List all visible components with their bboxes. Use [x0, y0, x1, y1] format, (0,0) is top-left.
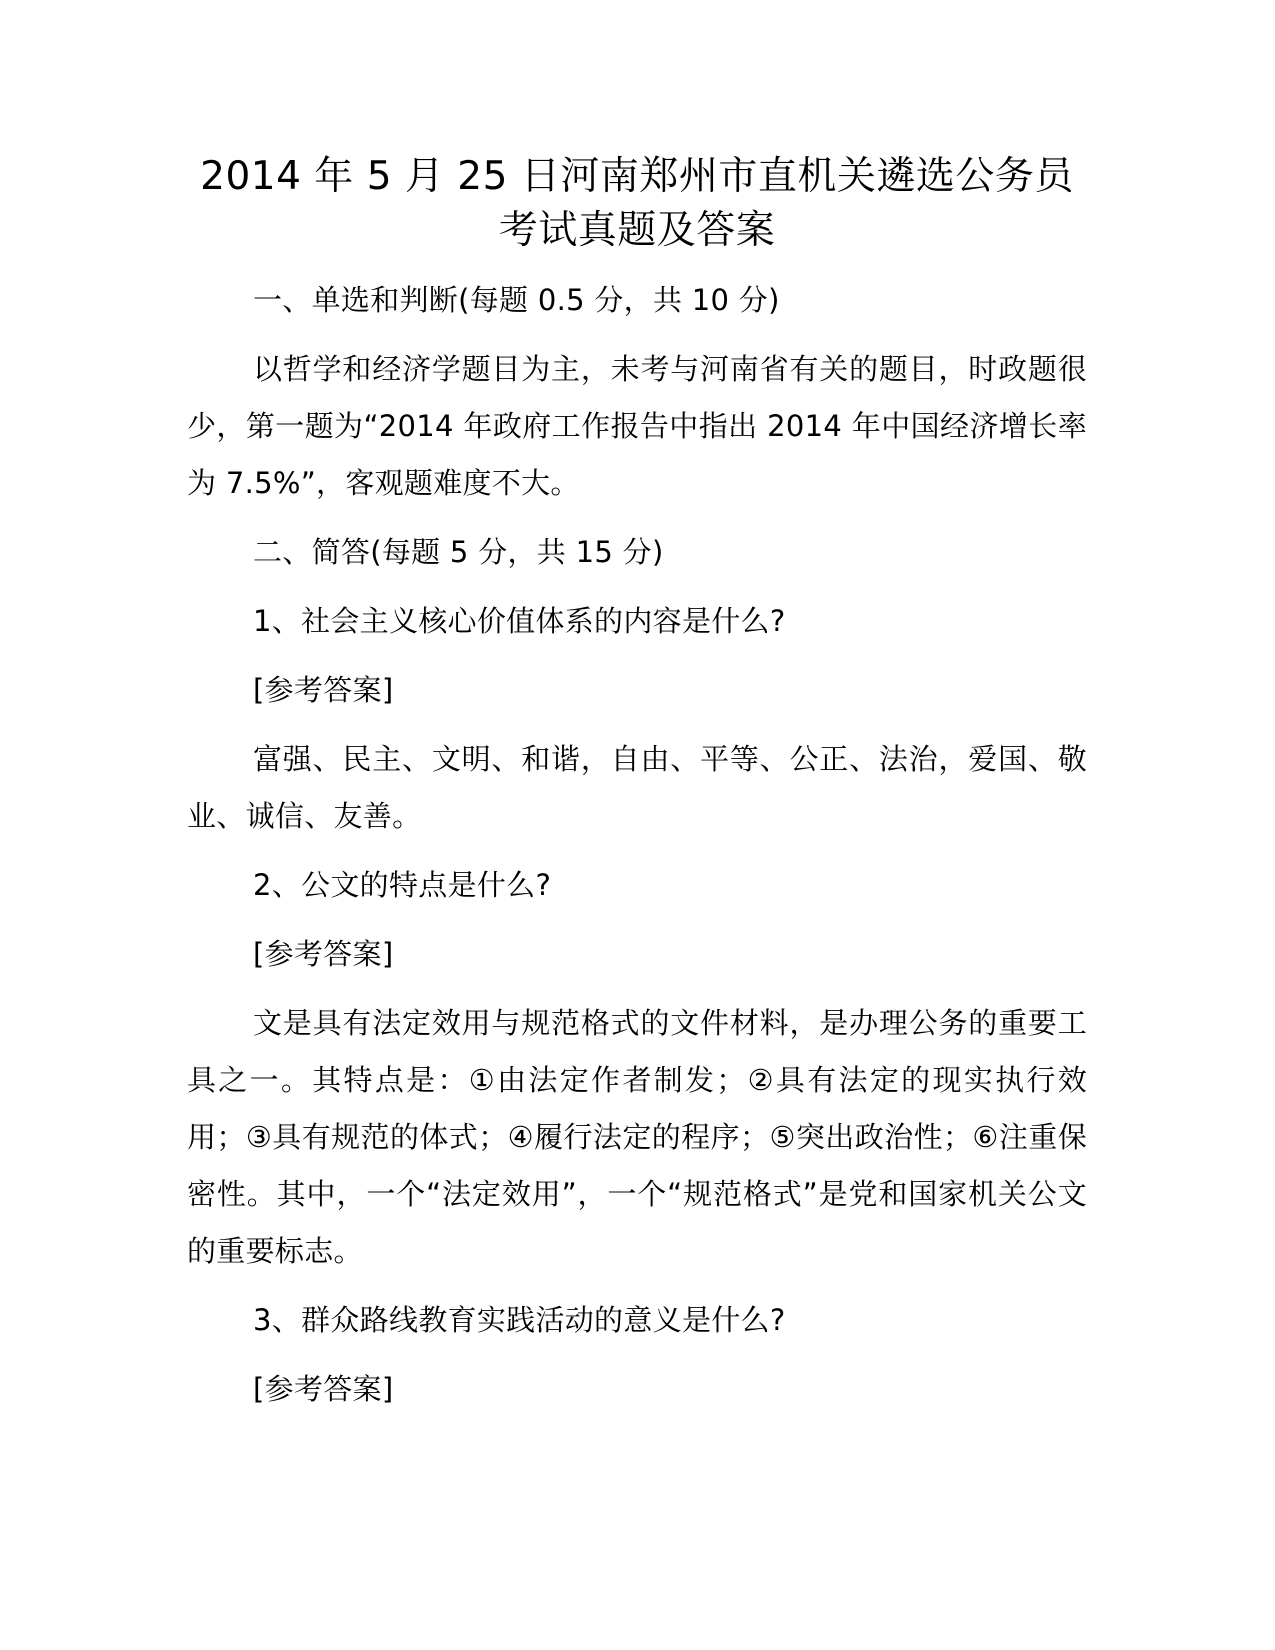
title-line-2: 考试真题及答案	[498, 208, 776, 253]
answer-label-2: [参考答案]	[253, 937, 394, 971]
question-3: 3、群众路线教育实践活动的意义是什么?	[253, 1303, 786, 1337]
answer-2: 文是具有法定效用与规范格式的文件材料，是办理公务的重要工具之一。其特点是：①由法定作者制发；②具有法定的现实执行效用；③具有规范的体式；④履行法定的程序；⑤突出政治性；⑥注重保密性。其中，一个“法定效用”，一个“规范格式”是党和国家机关公文的重要标志。	[187, 1006, 1087, 1268]
document-title	[187, 150, 1087, 258]
question-2: 2、公文的特点是什么?	[253, 868, 552, 902]
question-1: 1、社会主义核心价值体系的内容是什么?	[253, 604, 786, 638]
document-body	[187, 150, 1087, 1430]
answer-label-3: [参考答案]	[253, 1372, 394, 1406]
answer-label-1: [参考答案]	[253, 673, 394, 707]
section-heading-single-choice: 一、单选和判断(每题 0.5 分，共 10 分)	[253, 283, 780, 317]
answer-1: 富强、民主、文明、和谐，自由、平等、公正、法治，爱国、敬业、诚信、友善。	[187, 742, 1087, 833]
section-heading-short-answer: 二、简答(每题 5 分，共 15 分)	[253, 535, 664, 569]
paragraph-objective-summary: 以哲学和经济学题目为主，未考与河南省有关的题目，时政题很少，第一题为“2014 年政府工作报告中指出 2014 年中国经济增长率为 7.5%”，客观题难度不大。	[187, 352, 1087, 500]
title-line-1: 2014 年 5 月 25 日河南郑州市直机关遴选公务员	[200, 154, 1074, 199]
